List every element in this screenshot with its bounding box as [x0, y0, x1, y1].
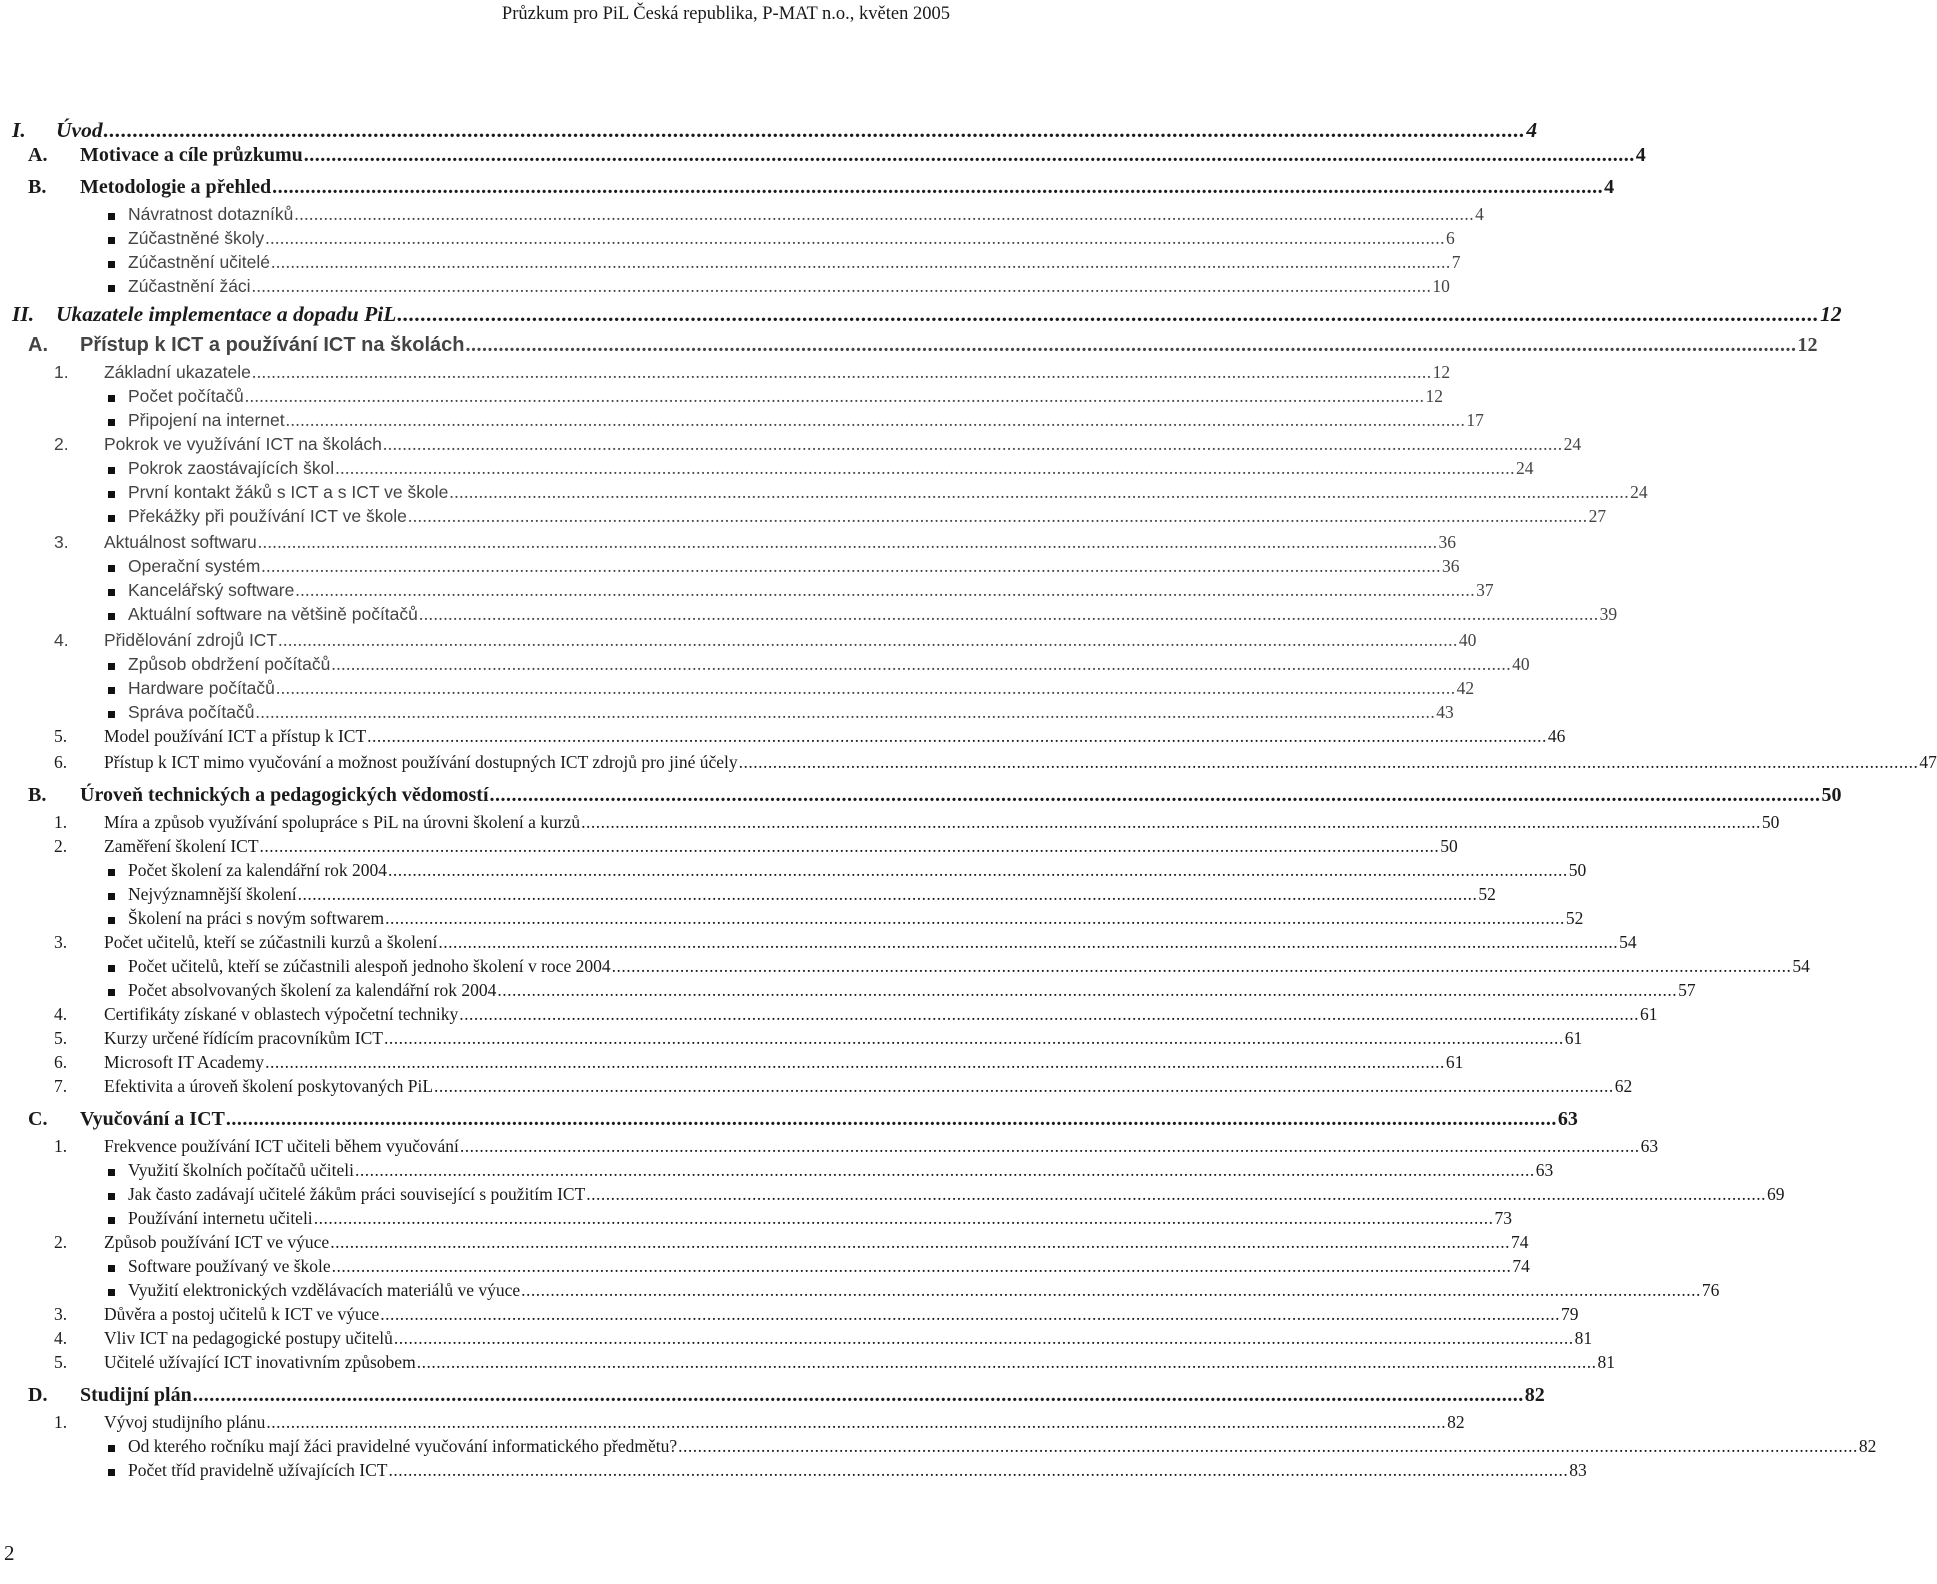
toc-entry-title: Způsob obdržení počítačů: [128, 654, 331, 674]
toc-entry-title: Vyučování a ICT: [80, 1108, 225, 1130]
bullet-icon: [108, 687, 115, 694]
bullet-icon: [108, 237, 115, 244]
toc-entry-page: 39: [1599, 604, 1618, 624]
toc-entry[interactable]: [0, 1208, 1512, 1232]
toc-entry-title: Kurzy určené řídícím pracovníkům ICT: [104, 1028, 383, 1048]
toc-entry-page: 40: [1512, 654, 1530, 674]
toc-entry[interactable]: [0, 144, 1646, 168]
dot-leader: ..................................................................................................................................................................................................................................................: [335, 458, 1515, 478]
toc-entry-title: Školení na práci s novým softwarem: [128, 908, 385, 928]
dot-leader: ..................................................................................................................................................................................................................................................: [225, 1108, 1557, 1130]
bullet-icon: [108, 565, 115, 572]
toc-entry-title: Využití elektronických vzdělávacích materiálů ve výuce: [128, 1280, 521, 1300]
toc-entry[interactable]: [0, 1232, 1529, 1256]
bullet-icon: [108, 663, 115, 670]
toc-entry-title: Od kterého ročníku mají žáci pravidelné vyučování informatického předmětu?: [128, 1436, 678, 1456]
toc-entry-title: Microsoft IT Academy: [104, 1052, 265, 1072]
toc-entry-title: Správa počítačů: [128, 702, 255, 722]
toc-entry-page: 4: [1475, 204, 1484, 224]
toc-entry[interactable]: [0, 1280, 1720, 1304]
dot-leader: ..................................................................................................................................................................................................................................................: [265, 228, 1445, 248]
toc-entry-page: 74: [1510, 1232, 1529, 1252]
dot-leader: ..................................................................................................................................................................................................................................................: [261, 556, 1442, 576]
toc-entry[interactable]: [0, 458, 1534, 482]
toc-entry[interactable]: [0, 726, 1566, 750]
dot-leader: ..................................................................................................................................................................................................................................................: [285, 410, 1466, 430]
toc-entry[interactable]: [0, 1136, 1659, 1160]
toc-entry-title: Přístup k ICT a používání ICT na školách: [80, 334, 465, 356]
toc-entry[interactable]: [0, 980, 1696, 1004]
toc-entry-number: B.: [28, 176, 47, 198]
toc-entry-page: 62: [1614, 1076, 1633, 1096]
toc-entry-page: 54: [1792, 956, 1810, 976]
toc-entry-title: Operační systém: [128, 556, 261, 576]
toc-entry-number: 1.: [54, 1412, 68, 1432]
bullet-icon: [108, 869, 115, 876]
toc-entry-page: 27: [1588, 506, 1607, 526]
toc-entry-page: 81: [1574, 1328, 1593, 1348]
toc-entry-page: 73: [1494, 1208, 1512, 1228]
bullet-icon: [108, 419, 115, 426]
toc-entry-page: 43: [1436, 702, 1454, 722]
toc-entry-page: 50: [1821, 784, 1842, 806]
toc-entry[interactable]: [0, 176, 1615, 200]
toc-entry-page: 12: [1425, 386, 1444, 406]
toc-entry-page: 50: [1440, 836, 1458, 856]
toc-entry-number: 6.: [54, 752, 68, 772]
toc-entry-title: Pokrok zaostávajících škol: [128, 458, 335, 478]
toc-entry[interactable]: [0, 1460, 1587, 1484]
toc-entry-title: Metodologie a přehled: [80, 176, 272, 198]
toc-entry-number: 4.: [54, 1328, 68, 1348]
toc-entry-title: Přístup k ICT mimo vyučování a možnost používání dostupných ICT zdrojů pro jiné účely: [104, 752, 738, 772]
toc-entry[interactable]: [0, 1004, 1658, 1028]
bullet-icon: [108, 1445, 115, 1452]
toc-entry-page: 50: [1568, 860, 1587, 880]
dot-leader: ..................................................................................................................................................................................................................................................: [383, 1028, 1564, 1048]
toc-entry[interactable]: [0, 1304, 1579, 1328]
dot-leader: ..................................................................................................................................................................................................................................................: [434, 1076, 1614, 1096]
toc-entry-title: Efektivita a úroveň školení poskytovaných PiL: [104, 1076, 434, 1096]
dot-leader: ..................................................................................................................................................................................................................................................: [295, 580, 1476, 600]
toc-entry-page: 63: [1535, 1160, 1554, 1180]
dot-leader: ..................................................................................................................................................................................................................................................: [586, 1184, 1767, 1204]
dot-leader: ..................................................................................................................................................................................................................................................: [275, 678, 1456, 698]
toc-entry-title: Návratnost dotazníků: [128, 204, 294, 224]
toc-entry-title: Model používání ICT a přístup k ICT: [104, 726, 367, 746]
toc-entry-number: II.: [12, 302, 35, 326]
toc-entry-page: 57: [1678, 980, 1696, 1000]
toc-entry[interactable]: [0, 118, 1538, 142]
toc-entry[interactable]: [0, 884, 1496, 908]
dot-leader: ..................................................................................................................................................................................................................................................: [581, 812, 1761, 832]
dot-leader: ..................................................................................................................................................................................................................................................: [388, 860, 1568, 880]
dot-leader: ..................................................................................................................................................................................................................................................: [382, 434, 1563, 454]
toc-entry-number: 4.: [54, 1004, 68, 1024]
dot-leader: ..................................................................................................................................................................................................................................................: [380, 1304, 1560, 1324]
toc-entry[interactable]: [0, 434, 1582, 458]
toc-entry-title: Využití školních počítačů učiteli: [128, 1160, 354, 1180]
dot-leader: ..................................................................................................................................................................................................................................................: [738, 752, 1919, 772]
running-header: Průzkum pro PiL Česká republika, P-MAT n.o., květen 2005: [501, 4, 950, 24]
toc-entry-page: 42: [1456, 678, 1475, 698]
toc-entry-page: 12: [1820, 302, 1842, 326]
toc-entry[interactable]: [0, 1436, 1877, 1460]
bullet-icon: [108, 589, 115, 596]
toc-entry-title: Počet učitelů, kteří se zúčastnili alespoň jednoho školení v roce 2004: [128, 956, 611, 976]
dot-leader: ..................................................................................................................................................................................................................................................: [257, 532, 1438, 552]
toc-entry-title: Důvěra a postoj učitelů k ICT ve výuce: [104, 1304, 380, 1324]
toc-entry[interactable]: [0, 678, 1475, 702]
toc-entry-page: 10: [1432, 276, 1450, 296]
bullet-icon: [108, 965, 115, 972]
toc-entry-page: 4: [1604, 176, 1615, 198]
toc-entry-page: 4: [1635, 144, 1646, 166]
toc-entry[interactable]: [0, 1160, 1554, 1184]
bullet-icon: [108, 515, 115, 522]
toc-entry-number: 2.: [54, 434, 69, 454]
toc-entry-page: 37: [1476, 580, 1494, 600]
toc-entry-page: 63: [1640, 1136, 1659, 1156]
bullet-icon: [108, 1193, 115, 1200]
toc-entry-page: 36: [1442, 556, 1460, 576]
toc-entry-page: 69: [1767, 1184, 1785, 1204]
dot-leader: ..................................................................................................................................................................................................................................................: [331, 654, 1512, 674]
toc-entry[interactable]: [0, 784, 1842, 808]
toc-entry-page: 46: [1547, 726, 1566, 746]
bullet-icon: [108, 917, 115, 924]
dot-leader: ..................................................................................................................................................................................................................................................: [388, 1460, 1569, 1480]
toc-entry[interactable]: [0, 228, 1455, 252]
dot-leader: ..................................................................................................................................................................................................................................................: [418, 604, 1599, 624]
toc-entry-title: Hardware počítačů: [128, 678, 275, 698]
toc-entry-page: 82: [1447, 1412, 1465, 1432]
toc-entry[interactable]: [0, 702, 1454, 726]
toc-entry[interactable]: [0, 1076, 1633, 1100]
toc-entry-title: Jak často zadávají učitelé žákům práci související s použitím ICT: [128, 1184, 586, 1204]
toc-entry[interactable]: [0, 860, 1587, 884]
toc-entry-title: Úvod: [56, 118, 103, 142]
toc-entry-page: 50: [1761, 812, 1780, 832]
toc-entry-page: 81: [1597, 1352, 1615, 1372]
dot-leader: ..................................................................................................................................................................................................................................................: [259, 836, 1440, 856]
toc-entry-number: 2.: [54, 1232, 68, 1252]
toc-entry[interactable]: [0, 654, 1530, 678]
dot-leader: ..................................................................................................................................................................................................................................................: [449, 482, 1630, 502]
toc-entry-page: 17: [1466, 410, 1484, 430]
toc-entry-title: Zúčastnění učitelé: [128, 252, 271, 272]
toc-entry-title: První kontakt žáků s ICT a s ICT ve škole: [128, 482, 449, 502]
toc-entry-title: Překážky při používání ICT ve škole: [128, 506, 407, 526]
toc-entry-title: Míra a způsob využívání spolupráce s PiL na úrovni školení a kurzů: [104, 812, 581, 832]
toc-entry-title: Nejvýznamnější školení: [128, 884, 297, 904]
toc-entry[interactable]: [0, 252, 1461, 276]
toc-entry[interactable]: [0, 386, 1444, 410]
dot-leader: ..................................................................................................................................................................................................................................................: [297, 884, 1478, 904]
toc-entry-page: 4: [1526, 118, 1538, 142]
toc-entry-number: 2.: [54, 836, 68, 856]
toc-entry-title: Počet počítačů: [128, 386, 244, 406]
dot-leader: ..................................................................................................................................................................................................................................................: [271, 252, 1451, 272]
dot-leader: ..................................................................................................................................................................................................................................................: [678, 1436, 1858, 1456]
toc-entry-title: Počet učitelů, kteří se zúčastnili kurzů a školení: [104, 932, 438, 952]
toc-entry-title: Vývoj studijního plánu: [104, 1412, 266, 1432]
dot-leader: ..................................................................................................................................................................................................................................................: [397, 302, 1820, 326]
dot-leader: ..................................................................................................................................................................................................................................................: [272, 176, 1604, 198]
dot-leader: ..................................................................................................................................................................................................................................................: [255, 702, 1436, 722]
toc-entry-number: I.: [12, 118, 26, 142]
toc-entry-title: Počet tříd pravidelně užívajících ICT: [128, 1460, 388, 1480]
toc-entry[interactable]: [0, 1256, 1530, 1280]
toc-entry-page: 63: [1557, 1108, 1578, 1130]
toc-entry-title: Pokrok ve využívání ICT na školách: [104, 434, 382, 454]
toc-entry-page: 61: [1640, 1004, 1658, 1024]
bullet-icon: [108, 1289, 115, 1296]
bullet-icon: [108, 285, 115, 292]
toc-entry-number: 7.: [54, 1076, 68, 1096]
toc-entry[interactable]: [0, 580, 1494, 604]
toc-entry-number: A.: [28, 334, 48, 356]
toc-entry-title: Připojení na internet: [128, 410, 285, 430]
toc-entry[interactable]: [0, 532, 1456, 556]
toc-entry-title: Studijní plán: [80, 1384, 192, 1406]
toc-entry-title: Kancelářský software: [128, 580, 295, 600]
bullet-icon: [108, 989, 115, 996]
toc-entry-number: 4.: [54, 630, 69, 650]
bullet-icon: [108, 261, 115, 268]
toc-entry-number: 1.: [54, 812, 68, 832]
toc-entry[interactable]: [0, 812, 1780, 836]
toc-entry-page: 47: [1919, 752, 1937, 772]
dot-leader: ..................................................................................................................................................................................................................................................: [265, 1052, 1445, 1072]
toc-entry[interactable]: [0, 302, 1842, 326]
toc-entry-number: 6.: [54, 1052, 68, 1072]
bullet-icon: [108, 467, 115, 474]
toc-entry-page: 61: [1445, 1052, 1464, 1072]
toc-entry-page: 36: [1438, 532, 1456, 552]
dot-leader: ..................................................................................................................................................................................................................................................: [331, 1256, 1512, 1276]
toc-entry[interactable]: [0, 204, 1484, 228]
toc-entry[interactable]: [0, 836, 1458, 860]
toc-entry-title: Úroveň technických a pedagogických vědomostí: [80, 784, 489, 806]
toc-entry[interactable]: [0, 362, 1451, 386]
toc-entry-number: 5.: [54, 1028, 68, 1048]
dot-leader: ..................................................................................................................................................................................................................................................: [251, 276, 1432, 296]
toc-entry-number: 3.: [54, 1304, 68, 1324]
toc-entry-title: Software používaný ve škole: [128, 1256, 331, 1276]
toc-entry-title: Počet školení za kalendářní rok 2004: [128, 860, 388, 880]
bullet-icon: [108, 395, 115, 402]
toc-entry-page: 83: [1569, 1460, 1587, 1480]
toc-entry-page: 79: [1560, 1304, 1579, 1324]
toc-entry[interactable]: [0, 908, 1584, 932]
toc-entry-page: 76: [1701, 1280, 1720, 1300]
toc-entry-page: 52: [1565, 908, 1584, 928]
toc-entry-title: Zúčastnění žáci: [128, 276, 251, 296]
toc-entry-page: 74: [1512, 1256, 1530, 1276]
bullet-icon: [108, 893, 115, 900]
dot-leader: ..................................................................................................................................................................................................................................................: [497, 980, 1678, 1000]
toc-entry-number: 1.: [54, 362, 69, 382]
toc-entry-page: 24: [1563, 434, 1582, 454]
toc-entry-page: 12: [1797, 334, 1818, 356]
toc-entry[interactable]: [0, 1412, 1465, 1436]
toc-entry[interactable]: [0, 276, 1450, 300]
toc-entry[interactable]: [0, 482, 1648, 506]
toc-entry-title: Certifikáty získané v oblastech výpočetní techniky: [104, 1004, 459, 1024]
toc-entry-number: A.: [28, 144, 48, 166]
dot-leader: ..................................................................................................................................................................................................................................................: [367, 726, 1547, 746]
dot-leader: ..................................................................................................................................................................................................................................................: [438, 932, 1619, 952]
dot-leader: ..................................................................................................................................................................................................................................................: [521, 1280, 1701, 1300]
toc-entry[interactable]: [0, 1108, 1578, 1132]
toc-entry-title: Způsob používání ICT ve výuce: [104, 1232, 330, 1252]
toc-entry[interactable]: [0, 1052, 1464, 1076]
toc-entry-number: 3.: [54, 532, 69, 552]
toc-entry-page: 24: [1515, 458, 1534, 478]
toc-entry-number: C.: [28, 1108, 48, 1130]
toc-entry-number: 1.: [54, 1136, 68, 1156]
toc-entry[interactable]: [0, 1352, 1615, 1376]
toc-entry-title: Počet absolvovaných školení za kalendářní rok 2004: [128, 980, 497, 1000]
dot-leader: ..................................................................................................................................................................................................................................................: [278, 630, 1458, 650]
toc-entry[interactable]: [0, 410, 1484, 434]
toc-entry-page: 12: [1432, 362, 1451, 382]
toc-entry-page: 82: [1524, 1384, 1545, 1406]
dot-leader: ..................................................................................................................................................................................................................................................: [385, 908, 1565, 928]
toc-entry-number: 5.: [54, 726, 68, 746]
bullet-icon: [108, 491, 115, 498]
bullet-icon: [108, 1265, 115, 1272]
toc-entry[interactable]: [0, 956, 1810, 980]
toc-entry-page: 24: [1630, 482, 1648, 502]
toc-entry[interactable]: [0, 1328, 1593, 1352]
dot-leader: ..................................................................................................................................................................................................................................................: [611, 956, 1792, 976]
dot-leader: ..................................................................................................................................................................................................................................................: [465, 334, 1797, 356]
toc-entry-title: Aktuálnost softwaru: [104, 532, 257, 552]
toc-entry-title: Motivace a cíle průzkumu: [80, 144, 303, 166]
dot-leader: ..................................................................................................................................................................................................................................................: [489, 784, 1821, 806]
toc-entry[interactable]: [0, 752, 1937, 776]
toc-entry[interactable]: [0, 1184, 1785, 1208]
dot-leader: ..................................................................................................................................................................................................................................................: [303, 144, 1635, 166]
bullet-icon: [108, 1217, 115, 1224]
toc-entry-title: Zúčastněné školy: [128, 228, 265, 248]
toc-entry-title: Zaměření školení ICT: [104, 836, 259, 856]
bullet-icon: [108, 711, 115, 718]
toc-entry-title: Aktuální software na většině počítačů: [128, 604, 418, 624]
dot-leader: ..................................................................................................................................................................................................................................................: [355, 1160, 1535, 1180]
toc-entry-number: D.: [28, 1384, 48, 1406]
toc-entry-title: Učitelé užívající ICT inovativním způsobem: [104, 1352, 416, 1372]
dot-leader: ..................................................................................................................................................................................................................................................: [416, 1352, 1597, 1372]
toc-entry-title: Frekvence používání ICT učiteli během vyučování: [104, 1136, 459, 1156]
toc-entry[interactable]: [0, 1384, 1545, 1408]
page-number: 2: [4, 1541, 15, 1565]
toc-entry-title: Přidělování zdrojů ICT: [104, 630, 278, 650]
toc-entry-number: 5.: [54, 1352, 68, 1372]
dot-leader: ..................................................................................................................................................................................................................................................: [192, 1384, 1524, 1406]
dot-leader: ..................................................................................................................................................................................................................................................: [393, 1328, 1574, 1348]
toc-entry-page: 54: [1619, 932, 1637, 952]
bullet-icon: [108, 1469, 115, 1476]
toc-entry-page: 82: [1858, 1436, 1877, 1456]
toc-entry-number: B.: [28, 784, 47, 806]
dot-leader: ..................................................................................................................................................................................................................................................: [459, 1136, 1640, 1156]
dot-leader: ..................................................................................................................................................................................................................................................: [459, 1004, 1640, 1024]
dot-leader: ..................................................................................................................................................................................................................................................: [313, 1208, 1494, 1228]
bullet-icon: [108, 1169, 115, 1176]
toc-entry-page: 61: [1564, 1028, 1583, 1048]
toc-entry-page: 6: [1445, 228, 1455, 248]
bullet-icon: [108, 213, 115, 220]
toc-entry-title: Ukazatele implementace a dopadu PiL: [56, 302, 397, 326]
toc-entry-title: Používání internetu učiteli: [128, 1208, 313, 1228]
toc-entry[interactable]: [0, 932, 1637, 956]
dot-leader: ..................................................................................................................................................................................................................................................: [294, 204, 1475, 224]
toc-entry-page: 40: [1458, 630, 1477, 650]
toc-entry-page: 52: [1478, 884, 1496, 904]
toc-entry-page: 7: [1451, 252, 1461, 272]
dot-leader: ..................................................................................................................................................................................................................................................: [407, 506, 1588, 526]
toc-entry[interactable]: [0, 334, 1818, 358]
toc-entry-number: 3.: [54, 932, 68, 952]
toc-entry[interactable]: [0, 506, 1607, 530]
dot-leader: ..................................................................................................................................................................................................................................................: [266, 1412, 1447, 1432]
toc-entry-title: Vliv ICT na pedagogické postupy učitelů: [104, 1328, 393, 1348]
bullet-icon: [108, 613, 115, 620]
toc-entry-title: Základní ukazatele: [104, 362, 251, 382]
dot-leader: ..................................................................................................................................................................................................................................................: [244, 386, 1425, 406]
dot-leader: ..................................................................................................................................................................................................................................................: [251, 362, 1432, 382]
toc-entry[interactable]: [0, 1028, 1583, 1052]
toc-entry[interactable]: [0, 604, 1618, 628]
dot-leader: ..................................................................................................................................................................................................................................................: [103, 118, 1526, 142]
toc-entry[interactable]: [0, 556, 1460, 580]
dot-leader: ..................................................................................................................................................................................................................................................: [330, 1232, 1510, 1252]
toc-entry[interactable]: [0, 630, 1477, 654]
